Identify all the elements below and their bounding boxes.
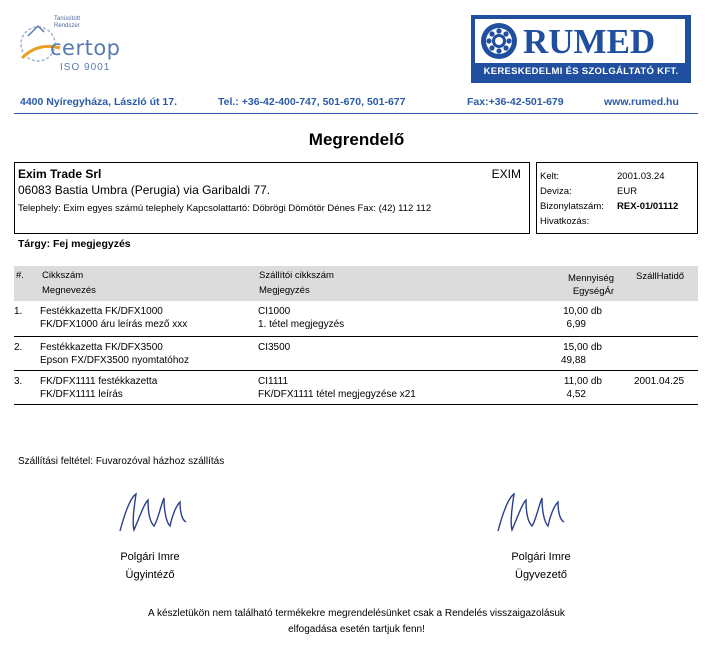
certop-logo — [14, 12, 134, 76]
row-egysegar: 6,99 — [566, 319, 586, 330]
supplier-site: Telephely: Exim egyes számú telephely Kapcsolattartó: Döbrögi Dömötör Dénes Fax: (42) 112 112 — [18, 203, 432, 214]
hivatkozas-label: Hivatkozás: — [540, 216, 590, 227]
contact-bar — [20, 96, 696, 110]
supplier-address: 06083 Bastia Umbra (Perugia) via Garibaldi 77. — [18, 183, 271, 197]
row-cikkszam: FK/DFX1111 festékkazetta — [40, 376, 158, 387]
bizonylat-value: REX-01/01112 — [617, 201, 679, 212]
col-mennyiseg: Mennyiség — [568, 273, 614, 284]
col-megnevezes: Megnevezés — [42, 285, 96, 296]
row-egysegar: 4,52 — [566, 389, 586, 400]
row-szallitoi: CI1111 — [258, 376, 289, 387]
certop-small-1: Tanúsított — [54, 16, 81, 22]
contact-tel: Tel.: +36-42-400-747, 501-670, 501-677 — [218, 96, 406, 108]
header-divider — [14, 113, 698, 114]
row-megnevezes: FK/DFX1111 leírás — [40, 389, 123, 400]
row-num: 1. — [14, 306, 23, 317]
row-divider — [14, 404, 698, 405]
row-hatido: 2001.04.25 — [634, 376, 685, 387]
row-egysegar: 49,88 — [560, 355, 586, 366]
col-num: #. — [16, 270, 24, 281]
row-megnevezes: Epson FX/DFX3500 nyomtatóhoz — [40, 355, 189, 366]
row-megjegyzes: FK/DFX1111 tétel megjegyzése x21 — [258, 389, 416, 400]
row-divider — [14, 336, 698, 337]
bearing-icon — [479, 21, 519, 61]
col-megjegyzes: Megjegyzés — [259, 285, 310, 296]
certop-iso: ISO 9001 — [60, 62, 111, 73]
signature-1-image — [110, 486, 230, 536]
row-szallitoi: CI1000 — [258, 306, 291, 317]
supplier-box — [14, 162, 530, 234]
row-mennyiseg: 15,00 db — [563, 342, 602, 353]
contact-address: 4400 Nyíregyháza, László út 17. — [20, 96, 177, 108]
deviza-value: EUR — [617, 186, 638, 197]
footer-line-1: A készletükön nem található termékekre megrendelésünket csak a Rendelés visszaigazolásuk — [148, 608, 565, 619]
table-header — [14, 266, 698, 301]
signature-2-name: Polgári Imre — [511, 551, 571, 563]
signature-2-image — [488, 486, 608, 536]
row-num: 2. — [14, 342, 23, 353]
row-mennyiseg: 11,00 db — [563, 376, 602, 387]
page-title: Megrendelő — [308, 130, 405, 149]
row-cikkszam: Festékkazetta FK/DFX1000 — [40, 306, 163, 317]
signature-1-role: Ügyintéző — [125, 569, 175, 581]
deviza-label: Deviza: — [540, 186, 572, 197]
contact-web[interactable]: www.rumed.hu — [604, 96, 679, 108]
row-megnevezes: FK/DFX1000 áru leírás mező xxx — [40, 319, 188, 330]
kelt-label: Kelt: — [540, 171, 560, 182]
rumed-wordmark: RUMED — [523, 22, 656, 61]
supplier-code: EXIM — [491, 167, 521, 181]
bizonylat-label: Bizonylatszám: — [540, 201, 604, 212]
footer-note — [0, 606, 713, 638]
row-num: 3. — [14, 376, 23, 387]
row-cikkszam: Festékkazetta FK/DFX3500 — [40, 342, 163, 353]
signature-2-role: Ügyvezető — [515, 569, 567, 581]
col-hatido: SzállHatidő — [636, 271, 685, 282]
rumed-logo-panel — [475, 19, 685, 63]
row-divider — [14, 370, 698, 371]
rumed-subtitle: KERESKEDELMI ÉS SZOLGÁLTATÓ KFT. — [483, 66, 679, 77]
signature-1-name: Polgári Imre — [120, 551, 180, 563]
col-egysegar: EgységÁr — [572, 286, 614, 297]
row-megjegyzes: 1. tétel megjegyzés — [258, 319, 345, 330]
contact-fax: Fax:+36-42-501-679 — [467, 96, 564, 108]
shipping-terms: Szállítási feltétel: Fuvarozóval házhoz szállítás — [18, 456, 225, 467]
document-info-box — [536, 162, 698, 234]
row-szallitoi: CI3500 — [258, 342, 291, 353]
rumed-logo — [471, 15, 691, 83]
kelt-value: 2001.03.24 — [617, 171, 665, 182]
certop-wordmark: certop — [50, 36, 121, 60]
col-szallitoi: Szállítói cikkszám — [259, 270, 334, 281]
col-cikkszam: Cikkszám — [42, 270, 84, 281]
certop-small-2: Rendszer — [54, 23, 80, 29]
row-mennyiseg: 10,00 db — [563, 306, 602, 317]
supplier-name: Exim Trade Srl — [18, 167, 102, 181]
footer-line-2: elfogadása esetén tartjuk fenn! — [288, 624, 425, 635]
subject-line: Tárgy: Fej megjegyzés — [18, 238, 131, 250]
